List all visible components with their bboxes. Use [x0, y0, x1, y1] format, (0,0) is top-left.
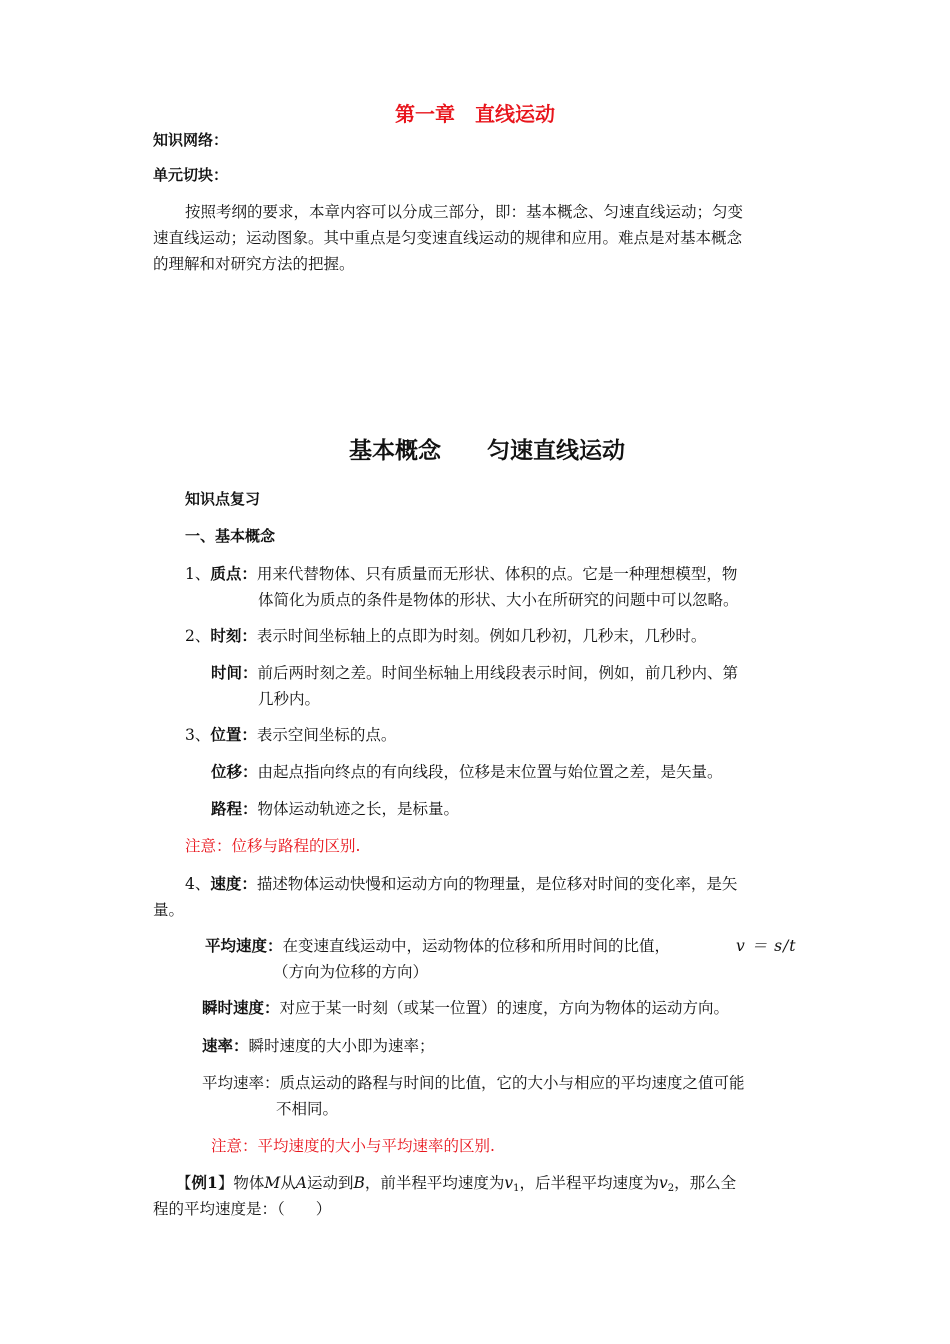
item-velocity-line-2: 量。 [153, 901, 185, 919]
example-1-line-2: 程的平均速度是：（ ） [153, 1200, 332, 1218]
item-number: 1、 [185, 565, 211, 583]
item-displacement [211, 759, 723, 785]
term-velocity: 速度： [210, 875, 257, 893]
subscript-1: 1 [513, 1183, 520, 1194]
item-velocity [185, 871, 737, 897]
formula-avg-velocity: v ＝ s/t [736, 937, 797, 955]
knowledge-net-heading: 知识网络： [153, 131, 229, 149]
item-number: 3、 [185, 726, 211, 744]
example-text: ，前半程平均速度为 [364, 1174, 505, 1192]
example-text: 物体 [233, 1174, 265, 1192]
intro-line-1: 按照考纲的要求，本章内容可以分成三部分，即：基本概念、匀速直线运动；匀变 [185, 203, 744, 221]
example-label: 例1 [191, 1173, 218, 1192]
definition-text: 对应于某一时刻（或某一位置）的速度，方向为物体的运动方向。 [279, 999, 730, 1017]
item-path [211, 796, 459, 822]
item-number: 2、 [185, 627, 211, 645]
definition-text: 质点运动的路程与时间的比值，它的大小与相应的平均速度之值可能 [279, 1074, 745, 1092]
term-inst-velocity: 瞬时速度： [202, 999, 280, 1017]
term-displacement: 位移： [211, 763, 258, 781]
item-inst-velocity [202, 995, 729, 1021]
note-displacement-vs-path: 注意：位移与路程的区别. [185, 837, 361, 855]
example-text: ，后半程平均速度为 [519, 1174, 660, 1192]
definition-text: 由起点指向终点的有向线段，位移是末位置与始位置之差，是矢量。 [257, 763, 723, 781]
item-speed [202, 1033, 435, 1059]
term-moment: 时刻： [210, 627, 257, 645]
term-avg-velocity: 平均速度： [205, 937, 283, 955]
intro-line-2: 速直线运动；运动图象。其中重点是匀变速直线运动的规律和应用。难点是对基本概念 [153, 229, 743, 247]
term-particle: 质点： [210, 565, 257, 583]
term-speed: 速率： [202, 1037, 249, 1055]
intro-line-3: 的理解和对研究方法的把握。 [153, 255, 355, 273]
item-interval-line-2: 几秒内。 [258, 690, 321, 708]
item-avg-velocity [205, 933, 670, 959]
definition-text: 用来代替物体、只有质量而无形状、体积的点。它是一种理想模型，物 [256, 565, 738, 583]
var-A: A [295, 1174, 307, 1192]
var-v2: v [659, 1174, 668, 1192]
section-title: 基本概念 匀速直线运动 [349, 438, 625, 464]
var-B: B [353, 1174, 365, 1192]
item-position [185, 722, 396, 748]
item-moment [185, 623, 706, 649]
term-path: 路程： [211, 800, 258, 818]
example-bracket-close: 】 [217, 1174, 234, 1192]
unit-split-heading: 单元切块： [153, 166, 229, 184]
item-avg-speed-line-2: 不相同。 [276, 1100, 339, 1118]
definition-text: 前后两时刻之差。时间坐标轴上用线段表示时间，例如，前几秒内、第 [257, 664, 739, 682]
review-heading: 知识点复习 [185, 490, 261, 508]
definition-text: 描述物体运动快慢和运动方向的物理量，是位移对时间的变化率，是矢 [256, 875, 738, 893]
item-interval [211, 660, 738, 686]
note-avg-velocity-vs-avg-speed: 注意：平均速度的大小与平均速率的区别. [211, 1137, 495, 1155]
term-avg-speed: 平均速率： [202, 1074, 280, 1092]
definition-text: 物体运动轨迹之长，是标量。 [257, 800, 460, 818]
definition-text: 瞬时速度的大小即为速率； [248, 1037, 435, 1055]
subscript-2: 2 [667, 1183, 675, 1194]
definition-text: 表示空间坐标的点。 [256, 726, 397, 744]
item-particle-line-2: 体简化为质点的条件是物体的形状、大小在所研究的问题中可以忽略。 [258, 591, 739, 609]
example-bracket-open: 【 [176, 1174, 192, 1192]
definition-text: 在变速直线运动中，运动物体的位移和所用时间的比值， [282, 937, 671, 955]
example-text: 运动到 [306, 1174, 354, 1192]
item-number: 4、 [185, 875, 211, 893]
item-avg-velocity-line-2: （方向为位移的方向） [273, 963, 429, 981]
term-interval: 时间： [211, 664, 258, 682]
definition-text: 表示时间坐标轴上的点即为时刻。例如几秒初，几秒末，几秒时。 [256, 627, 707, 645]
part1-heading: 一、基本概念 [185, 527, 276, 545]
example-text: 从 [280, 1174, 296, 1192]
var-v1: v [504, 1174, 514, 1192]
item-particle [185, 561, 737, 587]
chapter-title: 第一章 直线运动 [395, 102, 555, 126]
item-avg-speed [202, 1070, 745, 1096]
var-M: M [264, 1174, 281, 1192]
example-text: ，那么全 [674, 1174, 737, 1192]
term-position: 位置： [210, 726, 257, 744]
